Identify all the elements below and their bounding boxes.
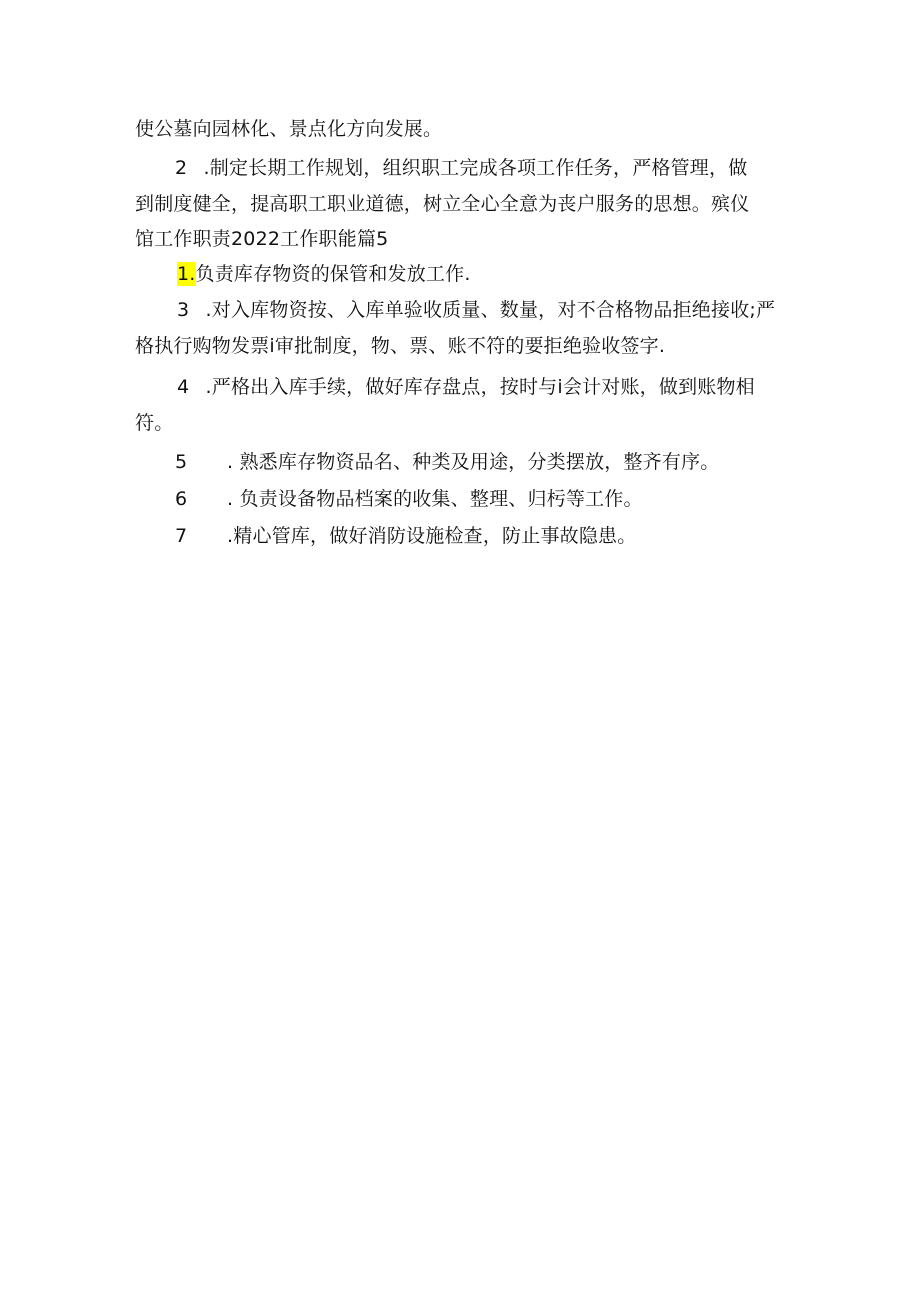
list-item-3-line-1 [177, 298, 775, 322]
list-item-2-line-1 [175, 156, 747, 180]
list-item-2-line-3: 馆工作职责2022工作职能篇5 [135, 228, 389, 250]
list-number: 3 [177, 299, 190, 321]
list-number: 2 [175, 157, 188, 179]
list-text: 负责库存物资的保管和发放工作. [195, 263, 471, 285]
list-number: 5 [175, 451, 188, 473]
list-item-6 [175, 487, 643, 511]
list-item-2-line-2: 到制度健全，提高职工职业道德，树立全心全意为丧户服务的思想。殡仪 [135, 193, 750, 215]
list-number-highlighted: 1. [177, 263, 196, 285]
list-item-7 [175, 524, 636, 548]
list-item-1 [177, 262, 471, 286]
list-text: .精心管库，做好消防设施检查，防止事故隐患。 [227, 525, 637, 547]
list-item-3-line-2: 格执行购物发票i审批制度，物、票、账不符的要拒绝验收签字. [135, 335, 666, 357]
list-text: . 负责设备物品档案的收集、整理、归杇等工作。 [227, 488, 643, 510]
list-number: 4 [177, 376, 190, 398]
list-text: .对入库物资按、入库单验收质量、数量，对不合格物品拒绝接收;严 [205, 299, 776, 321]
list-text: .严格出入库手续，做好库存盘点，按时与i会计对账，做到账物相 [205, 376, 755, 398]
list-text: .制定长期工作规划，组织职工完成各项工作任务，严格管理，做 [203, 157, 748, 179]
list-item-5 [175, 450, 719, 474]
list-item-4-line-2: 符。 [135, 412, 174, 434]
list-text: . 熟悉库存物资品名、种类及用途，分类摆放，整齐有序。 [227, 451, 720, 473]
list-item-4-line-1 [177, 375, 755, 399]
paragraph-line: 使公墓向园林化、景点化方向发展。 [135, 118, 443, 140]
list-number: 6 [175, 488, 188, 510]
list-number: 7 [175, 525, 188, 547]
